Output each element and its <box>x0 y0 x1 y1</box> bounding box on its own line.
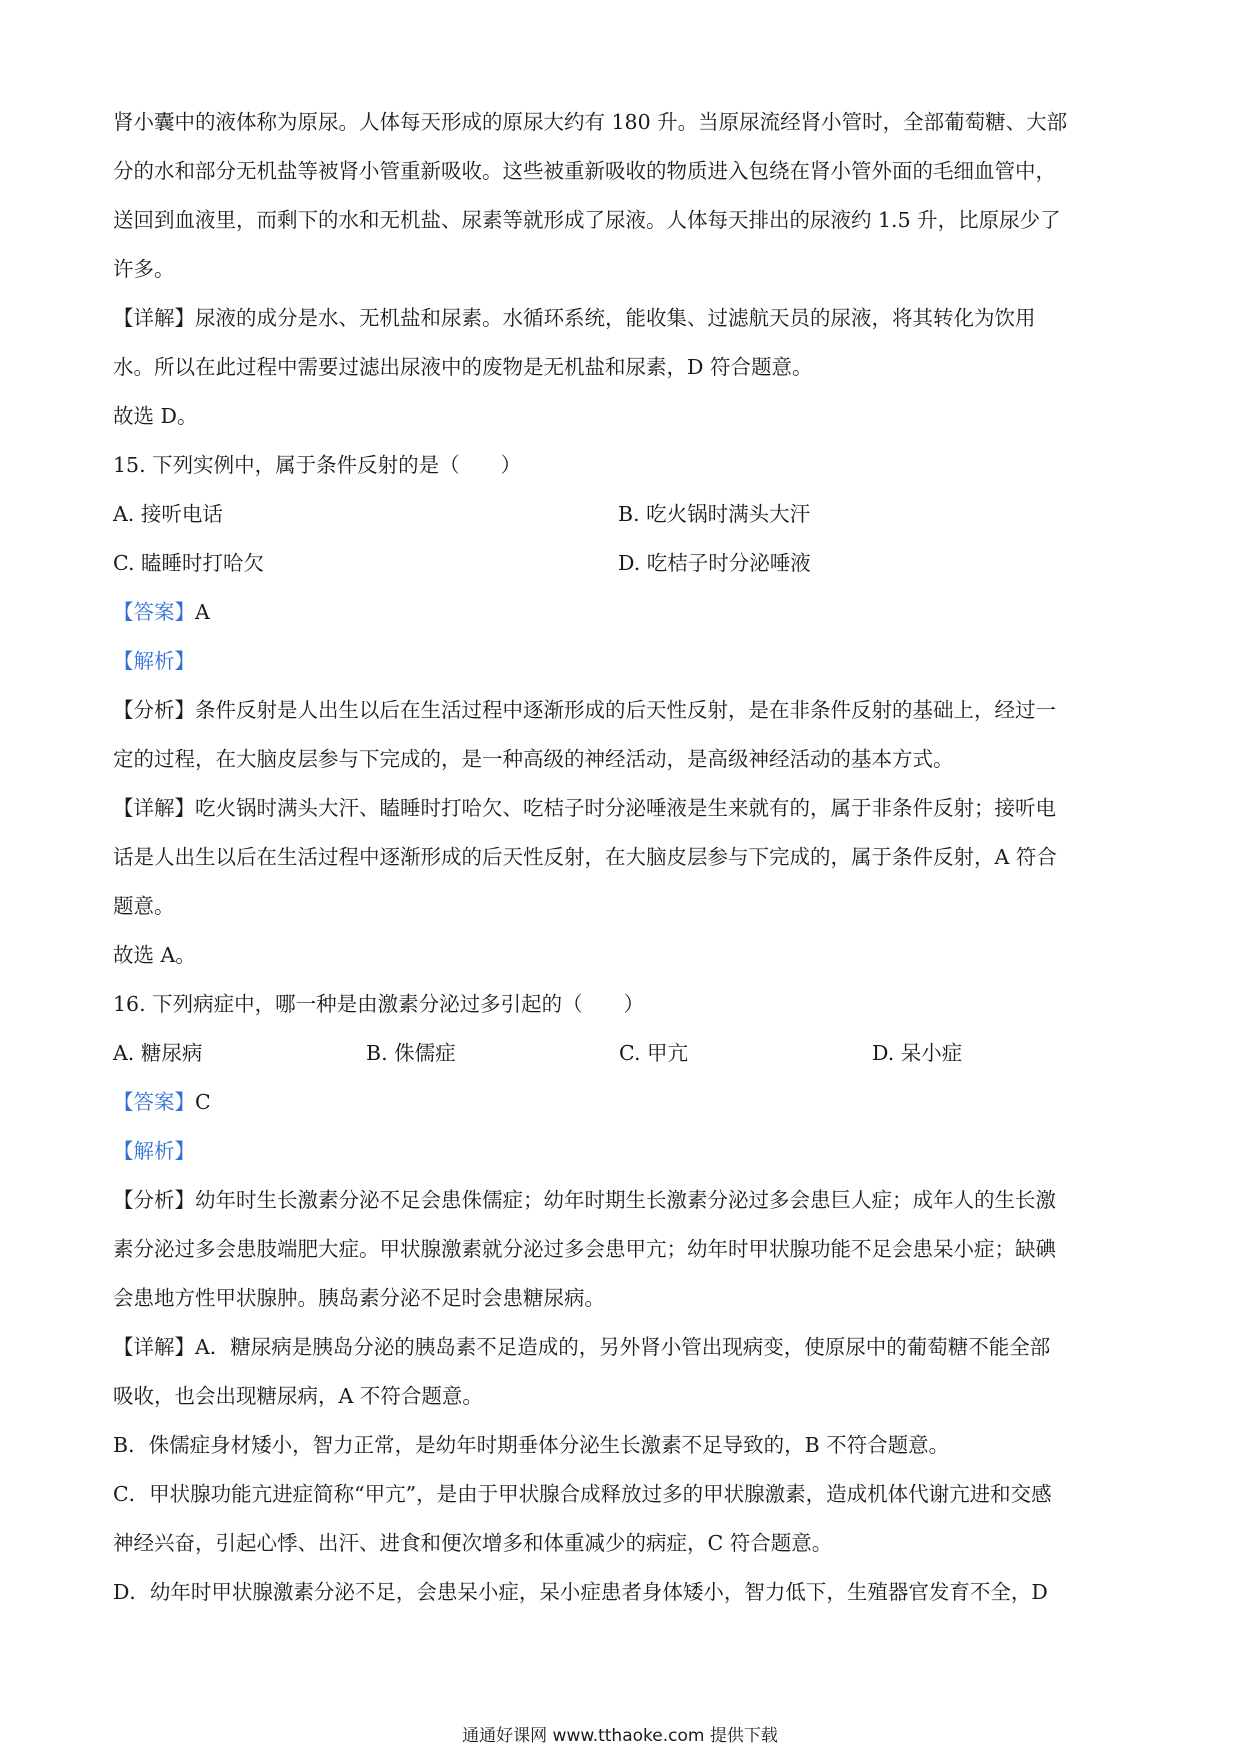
q16-detail-c: C．甲状腺功能亢进症简称“甲亢”，是由于甲状腺合成释放过多的甲状腺激素，造成机体代谢亢进和交感 <box>113 1482 1052 1506</box>
q15-option-a: A. 接听电话 <box>113 502 223 526</box>
q16-analysis-heading <box>113 1127 1123 1176</box>
q15-stem: 15. 下列实例中，属于条件反射的是（ ） <box>113 453 522 477</box>
q16-detail-d: D．幼年时甲状腺激素分泌不足，会患呆小症，呆小症患者身体矮小，智力低下，生殖器官发育不全，D <box>113 1580 1048 1604</box>
detail-text: A．糖尿病是胰岛分泌的胰岛素不足造成的，另外肾小管出现病变，使原尿中的葡萄糖不能全部 <box>195 1335 1051 1359</box>
analysis-tag: 【解析】 <box>113 649 195 673</box>
detail-tag: 【详解】 <box>113 306 195 330</box>
q16-detail-b: B．侏儒症身材矮小，智力正常，是幼年时期垂体分泌生长激素不足导致的，B 不符合题意。 <box>113 1433 950 1457</box>
q16-answer <box>113 1078 1123 1127</box>
detail-text: 尿液的成分是水、无机盐和尿素。水循环系统，能收集、过滤航天员的尿液，将其转化为饮用 <box>195 306 1036 330</box>
fenxi-tag: 【分析】 <box>113 1188 195 1212</box>
fenxi-text: 条件反射是人出生以后在生活过程中逐渐形成的后天性反射，是在非条件反射的基础上，经过一 <box>195 698 1056 722</box>
answer-value: A <box>195 600 210 624</box>
analysis-tag: 【解析】 <box>113 1139 195 1163</box>
text-line: 题意。 <box>113 894 175 918</box>
q15-options-row-1 <box>113 490 1123 539</box>
q16-stem: 16. 下列病症中，哪一种是由激素分泌过多引起的（ ） <box>113 992 645 1016</box>
q15-option-d: D. 吃桔子时分泌唾液 <box>618 551 811 575</box>
document-content <box>113 98 1123 1617</box>
answer-tag: 【答案】 <box>113 1090 195 1114</box>
q14-detail-line <box>113 294 1123 343</box>
detail-text: 吃火锅时满头大汗、瞌睡时打哈欠、吃桔子时分泌唾液是生来就有的，属于非条件反射；接听电 <box>195 796 1056 820</box>
q16-option-a: A. 糖尿病 <box>113 1041 203 1065</box>
fenxi-tag: 【分析】 <box>113 698 195 722</box>
answer-tag: 【答案】 <box>113 600 195 624</box>
q16-option-c: C. 甲亢 <box>619 1041 688 1065</box>
answer-value: C <box>195 1090 211 1114</box>
detail-tag: 【详解】 <box>113 1335 195 1359</box>
text-line: 许多。 <box>113 257 175 281</box>
text-line: 素分泌过多会患肢端肥大症。甲状腺激素就分泌过多会患甲亢；幼年时甲状腺功能不足会患呆小症；缺碘 <box>113 1237 1056 1261</box>
q16-option-b: B. 侏儒症 <box>366 1041 456 1065</box>
q16-options-row <box>113 1029 1123 1078</box>
text-line: 肾小囊中的液体称为原尿。人体每天形成的原尿大约有 180 升。当原尿流经肾小管时，全部葡萄糖、大部 <box>113 110 1068 134</box>
text-line: 神经兴奋，引起心悸、出汗、进食和便次增多和体重减少的病症，C 符合题意。 <box>113 1531 833 1555</box>
text-line: 送回到血液里，而剩下的水和无机盐、尿素等就形成了尿液。人体每天排出的尿液约 1.5 升，比原尿少了 <box>113 208 1061 232</box>
q15-detail-line <box>113 784 1123 833</box>
detail-tag: 【详解】 <box>113 796 195 820</box>
q15-option-c: C. 瞌睡时打哈欠 <box>113 551 264 575</box>
q16-option-d: D. 呆小症 <box>872 1041 963 1065</box>
text-line: 分的水和部分无机盐等被肾小管重新吸收。这些被重新吸收的物质进入包绕在肾小管外面的毛细血管中， <box>113 159 1056 183</box>
q15-options-row-2 <box>113 539 1123 588</box>
q15-fenxi-line <box>113 686 1123 735</box>
text-line: 会患地方性甲状腺肿。胰岛素分泌不足时会患糖尿病。 <box>113 1286 605 1310</box>
q16-detail-line <box>113 1323 1123 1372</box>
q14-choice: 故选 D。 <box>113 404 198 428</box>
fenxi-text: 幼年时生长激素分泌不足会患侏儒症；幼年时期生长激素分泌过多会患巨人症；成年人的生长激 <box>195 1188 1056 1212</box>
q16-fenxi-line <box>113 1176 1123 1225</box>
q15-option-b: B. 吃火锅时满头大汗 <box>618 502 811 526</box>
text-line: 吸收，也会出现糖尿病，A 不符合题意。 <box>113 1384 483 1408</box>
text-line: 水。所以在此过程中需要过滤出尿液中的废物是无机盐和尿素，D 符合题意。 <box>113 355 813 379</box>
text-line: 定的过程，在大脑皮层参与下完成的，是一种高级的神经活动，是高级神经活动的基本方式。 <box>113 747 954 771</box>
page-footer: 通通好课网 www.tthaoke.com 提供下载 <box>462 1726 778 1746</box>
q15-choice: 故选 A。 <box>113 943 196 967</box>
q15-analysis-heading <box>113 637 1123 686</box>
q15-answer <box>113 588 1123 637</box>
text-line: 话是人出生以后在生活过程中逐渐形成的后天性反射，在大脑皮层参与下完成的，属于条件反射，A 符合 <box>113 845 1057 869</box>
